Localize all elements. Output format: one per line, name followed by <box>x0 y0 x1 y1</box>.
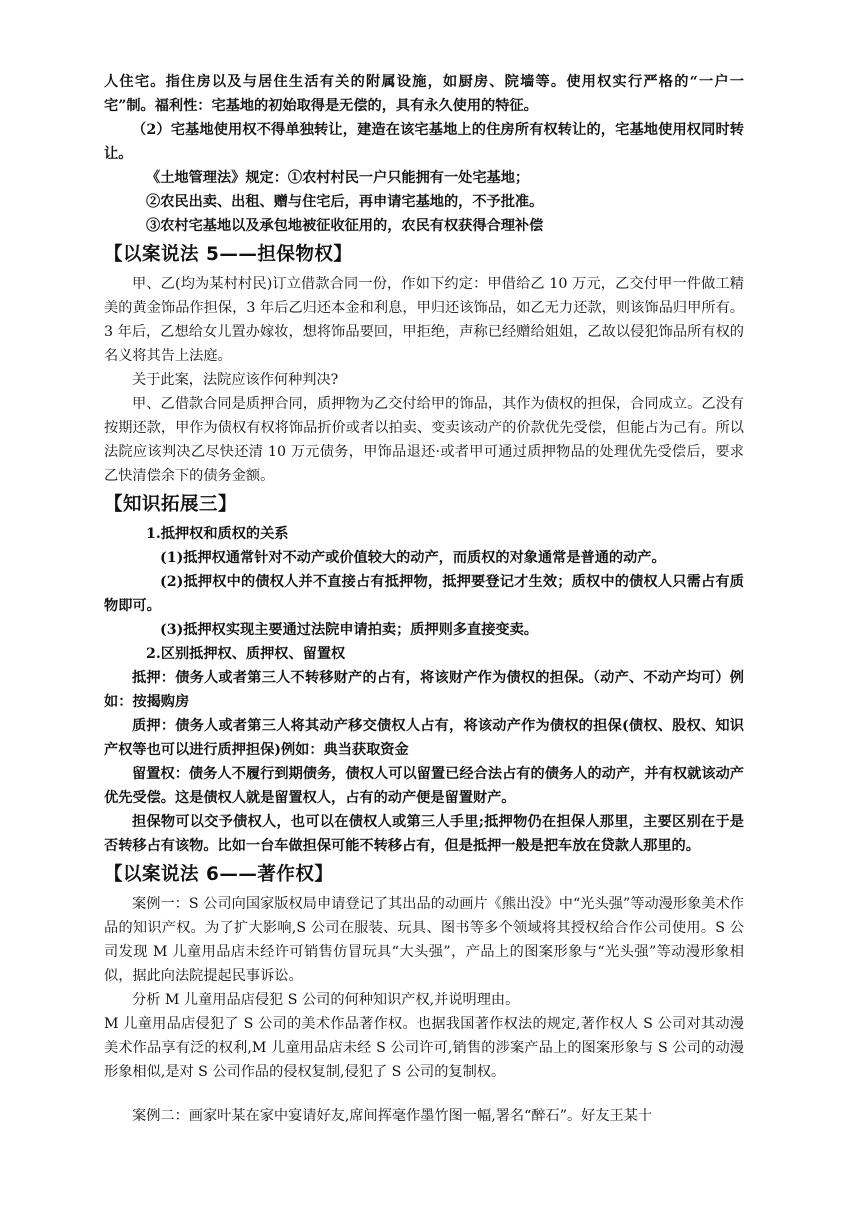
case6-heading: 【以案说法 6——著作权】 <box>104 864 334 885</box>
case5-heading: 【以案说法 5——担保物权】 <box>104 244 353 265</box>
ext3-item-1c: (3)抵押权实现主要通过法院申请拍卖；质押则多直接变卖。 <box>160 622 538 638</box>
mortgage-paragraph: 抵押：债务人或者第三人不转移财产的占有，将该财产作为债权的担保。（动产、不动产均可）例如：按揭购房 <box>104 670 744 710</box>
case6-example2-paragraph: 案例二：画家叶某在家中宴请好友,席间挥毫作墨竹图一幅,署名“醉石”。好友王某十 <box>132 1108 653 1124</box>
land-law-item-2: ②农民出卖、出租、赠与住宅后，再申请宅基地的，不予批准。 <box>146 194 544 210</box>
paragraph-spacer <box>104 1084 744 1104</box>
pledge-paragraph: 质押：债务人或者第三人将其动产移交债权人占有，将该动产作为债权的担保(债权、股权、知识产权等也可以进行质押担保)例如：典当获取资金 <box>104 718 744 758</box>
land-law-item-3: ③农村宅基地以及承包地被征收征用的，农民有权获得合理补偿 <box>146 218 544 234</box>
land-law-paragraph: 《土地管理法》规定：①农村村民一户只能拥有一处宅基地； <box>146 170 530 186</box>
case5-question: 关于此案，法院应该作何种判决? <box>132 372 339 388</box>
ext3-heading: 【知识拓展三】 <box>104 494 238 515</box>
ext3-item-1: 1.抵押权和质权的关系 <box>146 526 289 542</box>
homestead-intro-paragraph: 人住宅。指住房以及与居住生活有关的附属设施，如厨房、院墙等。使用权实行严格的“一户一宅”制。福利性：宅基地的初始取得是无偿的，具有永久使用的特征。 <box>104 74 744 114</box>
ext3-item-1a: (1)抵押权通常针对不动产或价值较大的动产，而质权的对象通常是普通的动产。 <box>160 550 666 566</box>
case5-facts-paragraph: 甲、乙(均为某村村民)订立借款合同一份，作如下约定：甲借给乙 10 万元，乙交付甲一件做工精美的黄金饰品作担保，3 年后乙归还本金和利息，甲归还该饰品，如乙无力还款，则该饰品归甲所有。3 年后，乙想给女儿置办嫁妆，想将饰品要回，甲拒绝，声称已经赠给姐姐，乙故以侵犯饰品所有权的名义将其告上法庭。 <box>104 276 744 364</box>
document-page <box>104 70 744 1128</box>
ext3-item-2: 2.区别抵押权、质押权、留置权 <box>146 646 346 662</box>
case5-answer-paragraph: 甲、乙借款合同是质押合同，质押物为乙交付给甲的饰品，其作为债权的担保，合同成立。乙没有按期还款，甲作为债权有权将饰品折价或者以拍卖、变卖该动产的价款优先受偿，但能占为己有。所以法院应该判决乙尽快还清 10 万元债务，甲饰品退还·或者甲可通过质押物品的处理优先受偿后，要求乙快清偿余下的债务金额。 <box>104 396 744 484</box>
lien-paragraph: 留置权：债务人不履行到期债务，债权人可以留置已经合法占有的债务人的动产，并有权就该动产优先受偿。这是债权人就是留置权人，占有的动产便是留置财产。 <box>104 766 744 806</box>
ext3-item-1b: (2)抵押权中的债权人并不直接占有抵押物，抵押要登记才生效；质权中的债权人只需占有质物即可。 <box>104 574 744 614</box>
case6-question: 分析 M 儿童用品店侵犯 S 公司的何种知识产权,并说明理由。 <box>132 992 520 1008</box>
homestead-transfer-paragraph: （2）宅基地使用权不得单独转让，建造在该宅基地上的住房所有权转让的，宅基地使用权同时转让。 <box>104 122 744 162</box>
case6-example1-paragraph: 案例一：S 公司向国家版权局申请登记了其出品的动画片《熊出没》中“光头强”等动漫形象美术作品的知识产权。为了扩大影响,S 公司在服装、玩具、图书等多个领域将其授权给合作公司使用。S 公司发现 M 儿童用品店未经许可销售仿冒玩具“大头强”，产品上的图案形象与“光头强”等动漫形象相似，据此向法院提起民事诉讼。 <box>104 896 744 984</box>
collateral-paragraph: 担保物可以交予债权人，也可以在债权人或第三人手里;抵押物仍在担保人那里，主要区别在于是否转移占有该物。比如一台车做担保可能不转移占有，但是抵押一般是把车放在贷款人那里的。 <box>104 814 744 854</box>
case6-answer-paragraph: M 儿童用品店侵犯了 S 公司的美术作品著作权。也据我国著作权法的规定,著作权人 S 公司对其动漫美术作品享有泛的权利,M 儿童用品店未经 S 公司许可,销售的涉案产品上的图案形象与 S 公司的动漫形象相似,是对 S 公司作品的侵权复制,侵犯了 S 公司的复制权。 <box>104 1016 744 1080</box>
